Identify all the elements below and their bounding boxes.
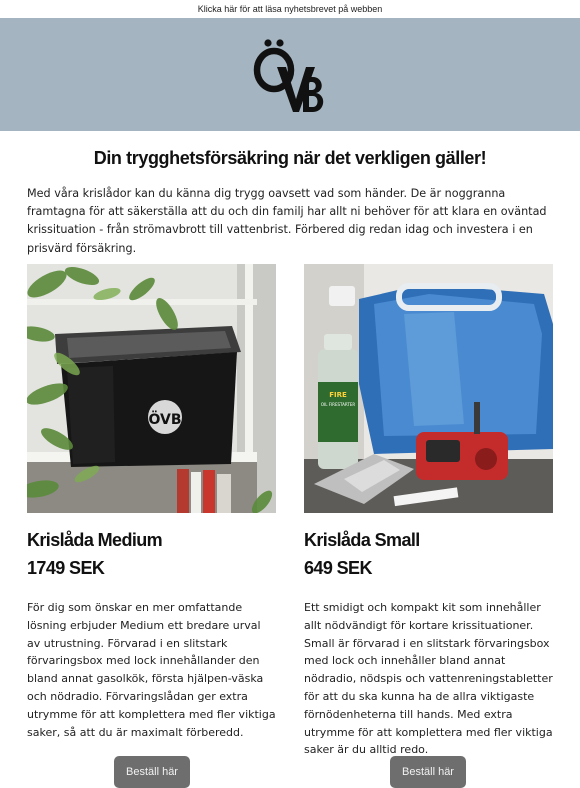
order-button-small[interactable]: Beställ här: [390, 756, 466, 788]
svg-text:ÖVB: ÖVB: [148, 412, 182, 428]
page-headline: Din trygghetsförsäkring när det verkligen gäller!: [93, 148, 487, 168]
product-price: 1749 SEK: [27, 558, 105, 578]
product-description: Ett smidigt och kompakt kit som innehåller allt nödvändigt för kortare krissituationer. Small är förvarad i en slitstark förvaringsbox med lock och innehåller bland annat nödradio, nödspis och vattenreningstabletter för att du ska kunna ha de allra viktigaste förnödenheterna till hands. Med extra utrymme för att komplettera med fler viktiga saker är du alltid redo.: [304, 601, 553, 757]
product-image-medium[interactable]: [27, 264, 276, 513]
view-in-browser-link[interactable]: Klicka här för att läsa nyhetsbrevet på webben: [0, 0, 580, 18]
header-banner: [0, 18, 580, 131]
product-card-medium: [27, 264, 276, 759]
order-button-medium[interactable]: Beställ här: [114, 756, 190, 788]
product-price: 649 SEK: [304, 558, 372, 578]
bottle-brand-label: FIRE: [329, 391, 347, 399]
product-name: Krislåda Medium: [27, 530, 163, 550]
product-name: Krislåda Small: [304, 530, 420, 550]
bottle-product-label: OIL FIRESTARTER: [320, 402, 356, 407]
intro-text: Med våra krislådor kan du känna dig trygg oavsett vad som händer. De är noggranna framtagna för att säkerställa att du och din familj har allt ni behöver för att klara en oväntad krissituation - från strömavbrott till vattenbrist. Förbered dig redan idag och investera i en prisvärd försäkring.: [27, 187, 547, 255]
product-description: För dig som önskar en mer omfattande lösning erbjuder Medium ett bredare urval av utrustning. Förvarad i en slitstark förvaringsbox med lock innehållander den bland annat gasolkök, första hjälpen-väska och nödradio. Förvaringslådan ger extra utrymme för att komplettera med fler viktiga saker, så att du är maximalt förberedd.: [27, 601, 276, 739]
product-image-small[interactable]: [304, 264, 553, 513]
ovb-logo[interactable]: [253, 37, 327, 115]
product-card-small: [304, 264, 553, 759]
product-grid: [27, 264, 553, 759]
